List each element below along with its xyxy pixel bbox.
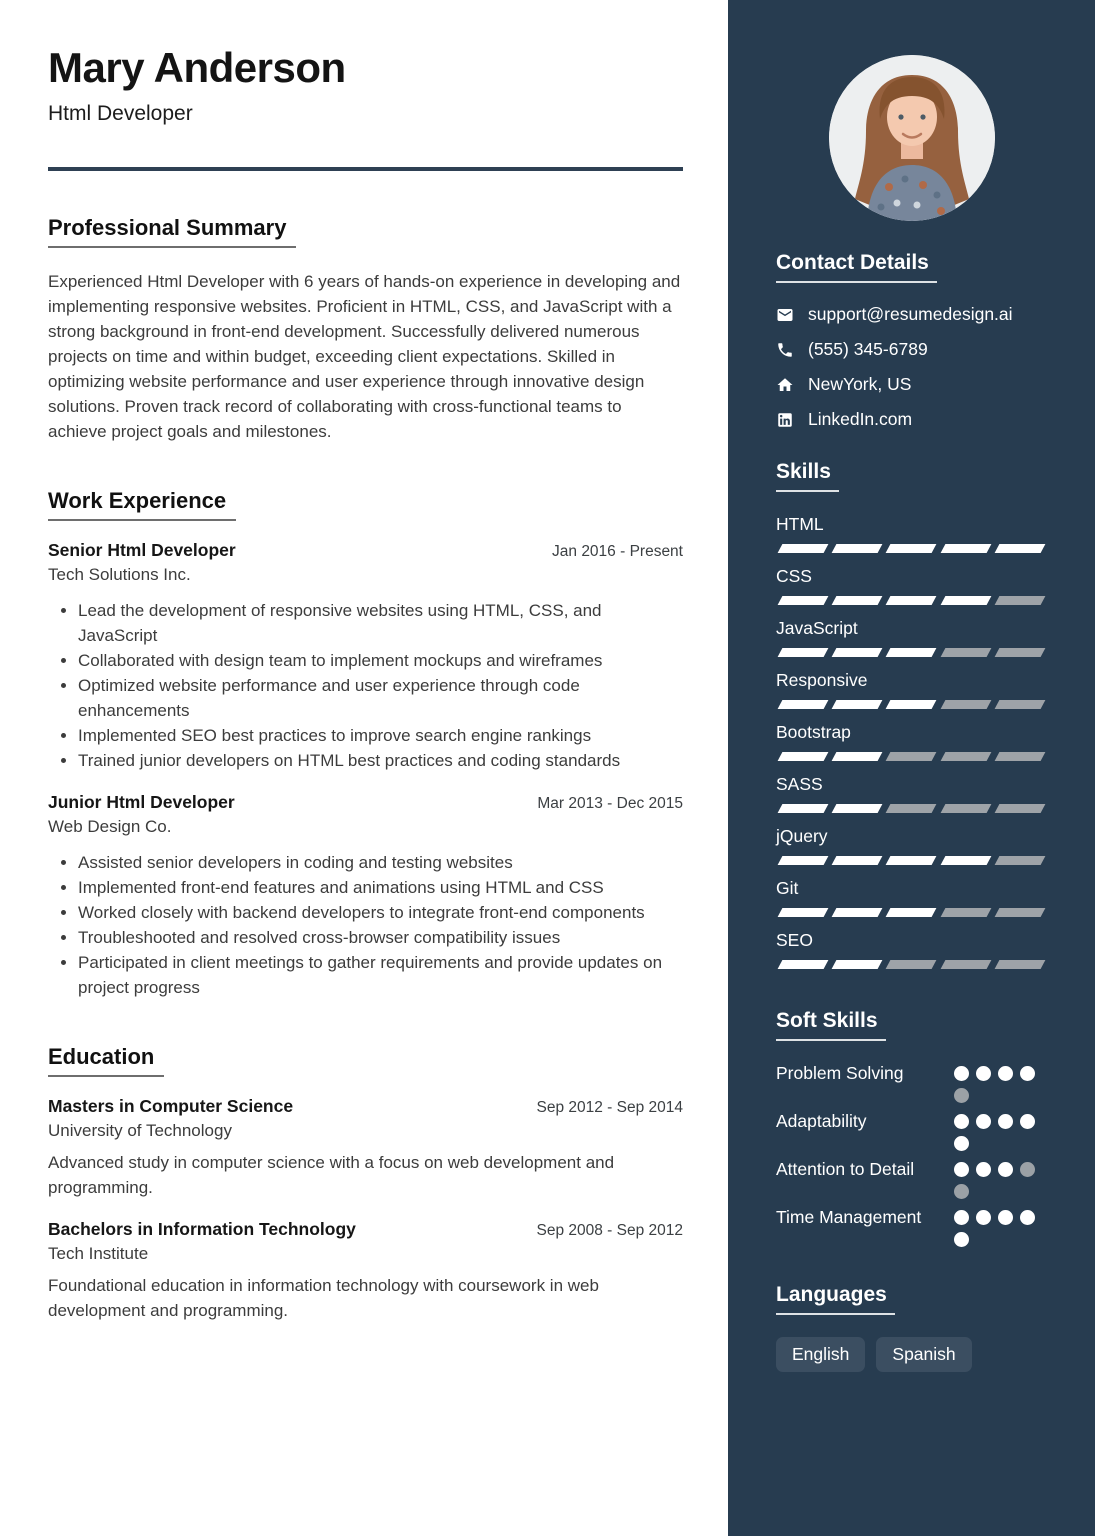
contact-item (776, 374, 1047, 395)
school-name: Tech Institute (48, 1244, 149, 1263)
job-bullet: • Assisted senior developers in coding and testing websites (78, 850, 683, 875)
language-chip: Spanish (876, 1337, 971, 1372)
skill-level-segment (886, 804, 937, 813)
education-entry (48, 1096, 683, 1200)
skill-item (776, 514, 1047, 553)
education-description: Advanced study in computer science with a focus on web development and programming. (48, 1153, 615, 1197)
person-name: Mary Anderson (48, 44, 346, 91)
contact-item (776, 409, 1047, 430)
soft-skill-dot (954, 1232, 969, 1247)
contact-text: LinkedIn.com (808, 409, 913, 429)
skill-item (776, 878, 1047, 917)
skill-item (776, 826, 1047, 865)
skill-level-segment (832, 960, 883, 969)
skill-name: SASS (776, 774, 823, 794)
phone-icon (776, 341, 794, 359)
linkedin-icon (776, 411, 794, 429)
skills-list (776, 514, 1047, 969)
skill-level-bar (776, 752, 1047, 761)
skill-level-segment (778, 544, 829, 553)
skill-name: HTML (776, 514, 824, 534)
education-header (48, 1219, 683, 1240)
skill-level-bar (776, 856, 1047, 865)
job-bullet: • Implemented SEO best practices to improve search engine rankings (78, 723, 683, 748)
summary-text: Experienced Html Developer with 6 years of hands-on experience in developing and implementing responsive websites. Proficient in HTML, CSS, and JavaScript with a strong background in front-end development. Successfully delivered numerous projects on time and within budget, exceeding client expectations. Skilled in optimizing website performance and user experience through innovative design solutions. Proven track record of collaborating with cross-functional teams to achieve project goals and milestones. (48, 272, 681, 441)
language-chip: English (776, 1337, 865, 1372)
soft-skill-dots (954, 1205, 1040, 1247)
section-soft-skills (776, 1009, 1047, 1247)
skill-level-bar (776, 804, 1047, 813)
soft-skill-item (776, 1205, 1047, 1247)
job-header (48, 540, 683, 561)
soft-skill-dot (954, 1114, 969, 1129)
job-bullet: • Lead the development of responsive websites using HTML, CSS, and JavaScript (78, 598, 683, 648)
skill-item (776, 774, 1047, 813)
job-title: Junior Html Developer (48, 792, 235, 812)
soft-skill-dot (976, 1162, 991, 1177)
education-list (48, 1096, 683, 1323)
soft-skill-dot (976, 1114, 991, 1129)
soft-skills-heading: Soft Skills (776, 1009, 886, 1041)
skill-level-segment (832, 596, 883, 605)
education-description: Foundational education in information technology with coursework in web development and programming. (48, 1276, 599, 1320)
job-bullet-list (48, 598, 683, 773)
section-professional-summary (48, 215, 683, 444)
job-bullet: • Worked closely with backend developers to integrate front-end components (78, 900, 683, 925)
contact-text: NewYork, US (808, 374, 912, 394)
skill-level-segment (886, 648, 937, 657)
job-title: Senior Html Developer (48, 540, 236, 560)
skill-item (776, 722, 1047, 761)
contact-text: support@resumedesign.ai (808, 304, 1013, 324)
section-work-experience (48, 488, 683, 1000)
skill-item (776, 930, 1047, 969)
skill-level-segment (832, 544, 883, 553)
profile-photo (829, 55, 995, 221)
skill-level-segment (832, 648, 883, 657)
contact-heading: Contact Details (776, 251, 937, 283)
resume-header (48, 44, 683, 171)
sidebar (728, 0, 1095, 1536)
skill-level-segment (940, 596, 991, 605)
skill-name: SEO (776, 930, 813, 950)
soft-skill-dot (1020, 1210, 1035, 1225)
skill-level-segment (940, 700, 991, 709)
job-bullet: • Trained junior developers on HTML best practices and coding standards (78, 748, 683, 773)
summary-heading: Professional Summary (48, 215, 296, 248)
skill-level-segment (886, 752, 937, 761)
education-entry (48, 1219, 683, 1323)
job-bullet: • Optimized website performance and user experience through code enhancements (78, 673, 683, 723)
soft-skills-list (776, 1061, 1047, 1247)
soft-skill-item (776, 1109, 1047, 1151)
home-icon (776, 376, 794, 394)
degree-title: Bachelors in Information Technology (48, 1219, 356, 1239)
skill-name: Git (776, 878, 799, 898)
skill-level-segment (994, 700, 1045, 709)
soft-skill-dot (998, 1114, 1013, 1129)
skill-level-segment (886, 544, 937, 553)
soft-skill-dot (954, 1066, 969, 1081)
skill-level-segment (832, 700, 883, 709)
contact-text: (555) 345-6789 (808, 339, 928, 359)
soft-skill-dot (954, 1210, 969, 1225)
profile-photo-illustration (829, 55, 995, 221)
skill-level-segment (832, 804, 883, 813)
education-dates: Sep 2008 - Sep 2012 (536, 1222, 683, 1239)
soft-skill-dot (998, 1162, 1013, 1177)
skill-level-segment (886, 960, 937, 969)
job-company: Tech Solutions Inc. (48, 565, 191, 584)
school-name: University of Technology (48, 1121, 232, 1140)
experience-heading: Work Experience (48, 488, 236, 521)
job-dates: Jan 2016 - Present (552, 543, 683, 560)
soft-skill-dot (954, 1162, 969, 1177)
person-job-title: Html Developer (48, 102, 193, 125)
soft-skill-dot (954, 1136, 969, 1151)
skill-level-segment (994, 544, 1045, 553)
job-list (48, 540, 683, 1000)
skill-level-segment (994, 648, 1045, 657)
skill-level-bar (776, 700, 1047, 709)
skill-name: Responsive (776, 670, 868, 690)
skill-level-segment (940, 752, 991, 761)
skill-level-segment (994, 856, 1045, 865)
skill-level-segment (940, 960, 991, 969)
education-heading: Education (48, 1044, 164, 1077)
soft-skill-dot (1020, 1162, 1035, 1177)
skill-level-bar (776, 648, 1047, 657)
skill-name: jQuery (776, 826, 828, 846)
section-languages (776, 1283, 1047, 1372)
skill-name: JavaScript (776, 618, 858, 638)
soft-skill-dots (954, 1109, 1040, 1151)
skill-level-segment (832, 856, 883, 865)
section-education (48, 1044, 683, 1323)
job-header (48, 792, 683, 813)
skill-level-segment (778, 752, 829, 761)
skill-level-segment (886, 700, 937, 709)
contact-list (776, 304, 1047, 430)
skill-level-segment (940, 856, 991, 865)
skill-level-segment (832, 752, 883, 761)
job-bullet: • Collaborated with design team to implement mockups and wireframes (78, 648, 683, 673)
skill-level-segment (940, 908, 991, 917)
skill-name: CSS (776, 566, 812, 586)
skill-level-segment (994, 752, 1045, 761)
skill-level-segment (940, 804, 991, 813)
soft-skill-item (776, 1157, 1047, 1199)
languages-heading: Languages (776, 1283, 895, 1315)
degree-title: Masters in Computer Science (48, 1096, 294, 1116)
skill-level-segment (778, 908, 829, 917)
contact-item (776, 339, 1047, 360)
job-entry (48, 792, 683, 1000)
skills-heading: Skills (776, 460, 839, 492)
skill-level-segment (778, 648, 829, 657)
soft-skill-item (776, 1061, 1047, 1103)
skill-level-segment (994, 804, 1045, 813)
soft-skill-dot (1020, 1066, 1035, 1081)
skill-level-segment (994, 960, 1045, 969)
job-dates: Mar 2013 - Dec 2015 (537, 795, 683, 812)
soft-skill-dots (954, 1061, 1040, 1103)
soft-skill-name: Attention to Detail (776, 1159, 915, 1179)
skill-level-bar (776, 596, 1047, 605)
skill-level-bar (776, 544, 1047, 553)
skill-level-segment (886, 908, 937, 917)
skill-level-segment (778, 804, 829, 813)
skill-level-segment (886, 856, 937, 865)
job-bullet: • Implemented front-end features and animations using HTML and CSS (78, 875, 683, 900)
soft-skill-dot (998, 1210, 1013, 1225)
skill-level-segment (778, 700, 829, 709)
skill-level-segment (886, 596, 937, 605)
soft-skill-dot (1020, 1114, 1035, 1129)
skill-level-segment (832, 908, 883, 917)
soft-skill-dot (976, 1210, 991, 1225)
header-divider (48, 167, 683, 171)
education-header (48, 1096, 683, 1117)
section-contact-details (776, 251, 1047, 430)
skill-level-segment (994, 908, 1045, 917)
skill-level-segment (940, 544, 991, 553)
soft-skill-name: Adaptability (776, 1111, 867, 1131)
soft-skill-dots (954, 1157, 1040, 1199)
job-bullet-list (48, 850, 683, 1000)
skill-level-segment (778, 596, 829, 605)
skill-level-bar (776, 960, 1047, 969)
education-dates: Sep 2012 - Sep 2014 (536, 1099, 683, 1116)
skill-item (776, 566, 1047, 605)
job-bullet: • Troubleshooted and resolved cross-browser compatibility issues (78, 925, 683, 950)
skill-level-segment (778, 960, 829, 969)
soft-skill-name: Problem Solving (776, 1063, 904, 1083)
skill-level-segment (940, 648, 991, 657)
avatar-wrap (776, 55, 1047, 221)
section-skills (776, 460, 1047, 969)
skill-level-segment (778, 856, 829, 865)
soft-skill-dot (976, 1066, 991, 1081)
skill-level-segment (994, 596, 1045, 605)
soft-skill-dot (998, 1066, 1013, 1081)
soft-skill-dot (954, 1088, 969, 1103)
mail-icon (776, 306, 794, 324)
soft-skill-name: Time Management (776, 1207, 922, 1227)
skill-name: Bootstrap (776, 722, 851, 742)
job-bullet: • Participated in client meetings to gather requirements and provide updates on project progress (78, 950, 683, 1000)
contact-item (776, 304, 1047, 325)
skill-item (776, 618, 1047, 657)
job-entry (48, 540, 683, 773)
job-company: Web Design Co. (48, 817, 172, 836)
skill-level-bar (776, 908, 1047, 917)
skill-item (776, 670, 1047, 709)
language-chip-list (776, 1337, 1047, 1372)
soft-skill-dot (954, 1184, 969, 1199)
